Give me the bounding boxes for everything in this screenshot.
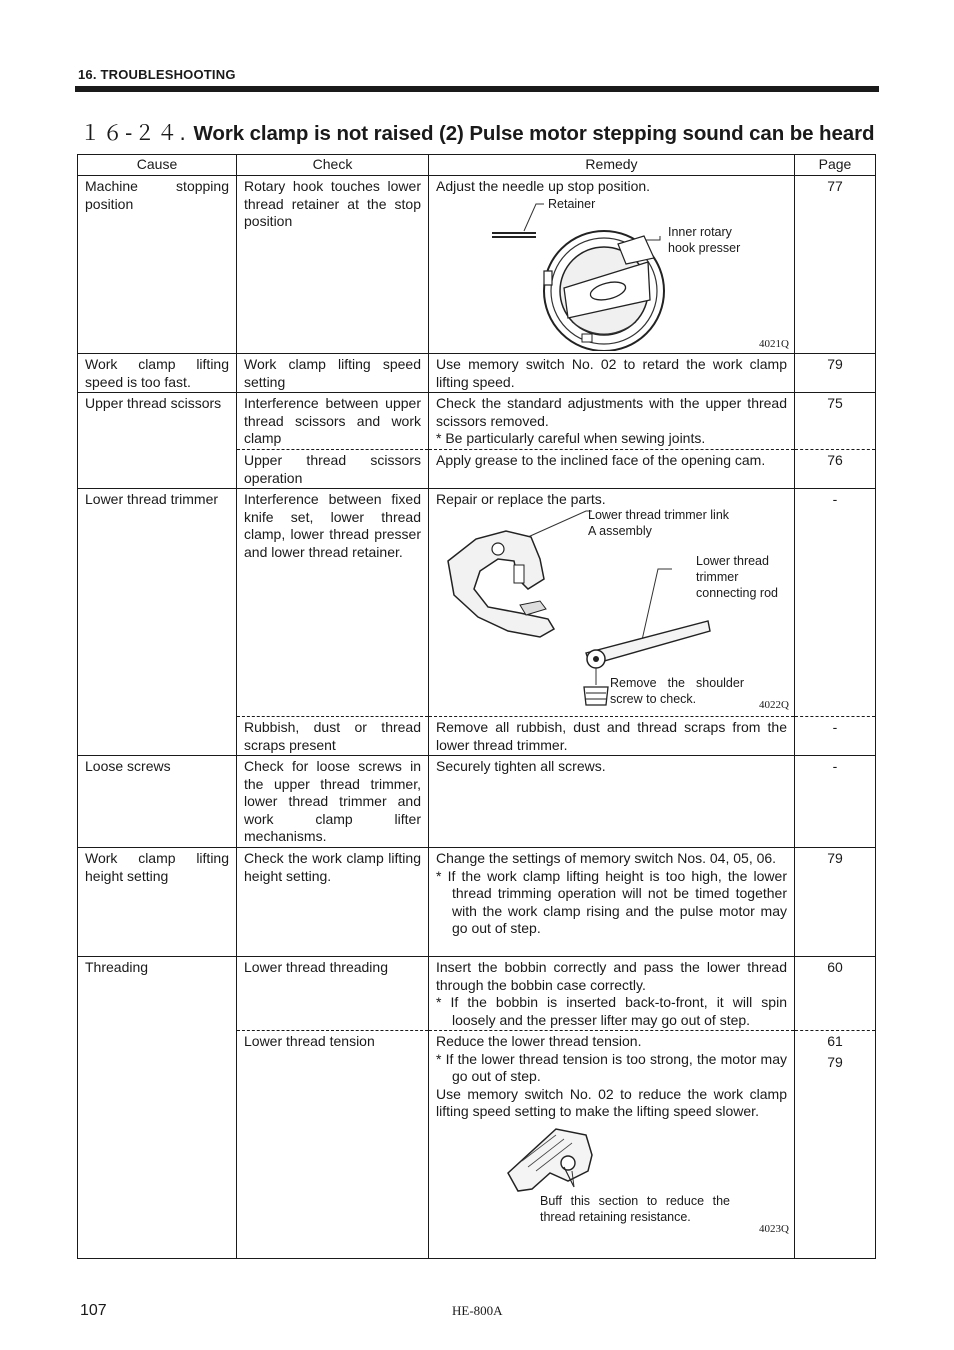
remedy-cell xyxy=(429,489,795,717)
figure-code: 4021Q xyxy=(759,337,789,350)
cause-cell: Work clamp lifting speed is too fast. xyxy=(78,354,237,393)
col-header-page: Page xyxy=(795,155,876,176)
remedy-cell xyxy=(429,393,795,450)
rotary-hook-figure xyxy=(436,196,787,351)
table-row xyxy=(78,848,876,957)
col-header-remedy: Remedy xyxy=(429,155,795,176)
table-row xyxy=(78,756,876,848)
check-cell: Interference between fixed knife set, lower thread clamp, lower thread presser and lower thread retainer. xyxy=(237,489,429,717)
check-cell: Upper thread scissors operation xyxy=(237,450,429,489)
remedy-cell: Use memory switch No. 02 to retard the work clamp lifting speed. xyxy=(429,354,795,393)
title-text: Work clamp is not raised (2) Pulse motor stepping sound can be heard xyxy=(193,122,875,145)
remedy-cell xyxy=(429,1031,795,1259)
table-row xyxy=(78,354,876,393)
remedy-cell xyxy=(429,957,795,1031)
page-cell: 75 xyxy=(795,393,876,450)
remedy-cell xyxy=(429,176,795,354)
remedy-cell: Remove all rubbish, dust and thread scraps from the lower thread trimmer. xyxy=(429,717,795,756)
header-rule xyxy=(75,86,879,92)
check-cell: Rubbish, dust or thread scraps present xyxy=(237,717,429,756)
remedy-cell: Securely tighten all screws. xyxy=(429,756,795,848)
page-ref-2: 79 xyxy=(827,1053,843,1070)
check-cell: Check for loose screws in the upper thread trimmer, lower thread trimmer and work clamp lifter mechanisms. xyxy=(237,756,429,848)
col-header-check: Check xyxy=(237,155,429,176)
page-cell: 77 xyxy=(795,176,876,354)
cause-cell: Machine stopping position xyxy=(78,176,237,354)
check-cell: Work clamp lifting speed setting xyxy=(237,354,429,393)
check-cell: Rotary hook touches lower thread retainer at the stop position xyxy=(237,176,429,354)
remedy-cell: Apply grease to the inclined face of the opening cam. xyxy=(429,450,795,489)
fig-label-buff-section: Buff this section to reduce the thread retaining resistance. xyxy=(540,1193,730,1224)
page-cell xyxy=(795,1031,876,1259)
fig-label-retainer: Retainer xyxy=(548,196,596,211)
fig-label-inner-rotary-hook-presser: Inner rotary hook presser xyxy=(668,224,741,255)
table-header-row xyxy=(78,155,876,176)
remedy-note: * If the bobbin is inserted back-to-front, it will spin loosely and the presser lifter may go out of step. xyxy=(436,994,787,1028)
model-name: HE-800A xyxy=(452,1303,503,1318)
table-row xyxy=(78,393,876,450)
page-cell: 60 xyxy=(795,957,876,1031)
table-row xyxy=(78,176,876,354)
remedy-note: * If the work clamp lifting height is too high, the lower thread trimming operation will not be timed together with the work clamp rising and the pulse motor may go out of step. xyxy=(436,867,787,936)
page-number: 107 xyxy=(80,1302,107,1319)
cause-cell: Upper thread scissors xyxy=(78,393,237,489)
page-cell: - xyxy=(795,717,876,756)
figure-code: 4023Q xyxy=(759,1222,789,1235)
lower-thread-trimmer-figure xyxy=(436,509,787,715)
remedy-text: Insert the bobbin correctly and pass the lower thread through the bobbin case correctly. xyxy=(436,959,787,993)
remedy-note: * Be particularly careful when sewing joints. xyxy=(436,430,706,446)
remedy-text: Adjust the needle up stop position. xyxy=(436,178,651,194)
table-row xyxy=(78,489,876,717)
rotary-hook-illustration xyxy=(436,196,788,351)
remedy-note: * If the lower thread tension is too strong, the motor may go out of step. xyxy=(436,1050,787,1084)
page-ref-1: 61 xyxy=(827,1033,843,1049)
remedy-text: Reduce the lower thread tension. xyxy=(436,1033,642,1049)
page-cell: 79 xyxy=(795,848,876,957)
check-cell: Check the work clamp lifting height setting. xyxy=(237,848,429,957)
thread-retainer-figure xyxy=(436,1121,787,1233)
check-cell: Interference between upper thread scissors and work clamp xyxy=(237,393,429,450)
col-header-cause: Cause xyxy=(78,155,237,176)
fig-label-link-a-assembly: Lower thread trimmer link A assembly xyxy=(588,507,730,538)
page-cell: 79 xyxy=(795,354,876,393)
figure-code: 4022Q xyxy=(759,698,789,711)
page-cell: - xyxy=(795,489,876,717)
cause-cell: Work clamp lifting height setting xyxy=(78,848,237,957)
check-cell: Lower thread tension xyxy=(237,1031,429,1259)
page-title xyxy=(80,116,874,146)
remedy-text-2: Use memory switch No. 02 to reduce the work clamp lifting speed setting to make the lifting speed slower. xyxy=(436,1085,787,1119)
troubleshooting-table xyxy=(77,154,876,1259)
page-cell: - xyxy=(795,756,876,848)
remedy-text: Change the settings of memory switch Nos. 04, 05, 06. xyxy=(436,850,777,866)
cause-cell: Threading xyxy=(78,957,237,1259)
remedy-cell xyxy=(429,848,795,957)
fig-label-connecting-rod: Lower thread trimmer connecting rod xyxy=(696,553,779,600)
check-cell: Lower thread threading xyxy=(237,957,429,1031)
table-row xyxy=(78,957,876,1031)
remedy-text: Repair or replace the parts. xyxy=(436,491,606,507)
cause-cell: Lower thread trimmer xyxy=(78,489,237,756)
section-header: 16. TROUBLESHOOTING xyxy=(78,67,236,82)
page-cell: 76 xyxy=(795,450,876,489)
fig-label-remove-shoulder-screw: Remove the shoulder screw to check. xyxy=(610,675,744,706)
remedy-text: Check the standard adjustments with the upper thread scissors removed. xyxy=(436,395,787,429)
cause-cell: Loose screws xyxy=(78,756,237,848)
title-number: １６-２４. xyxy=(80,121,188,145)
